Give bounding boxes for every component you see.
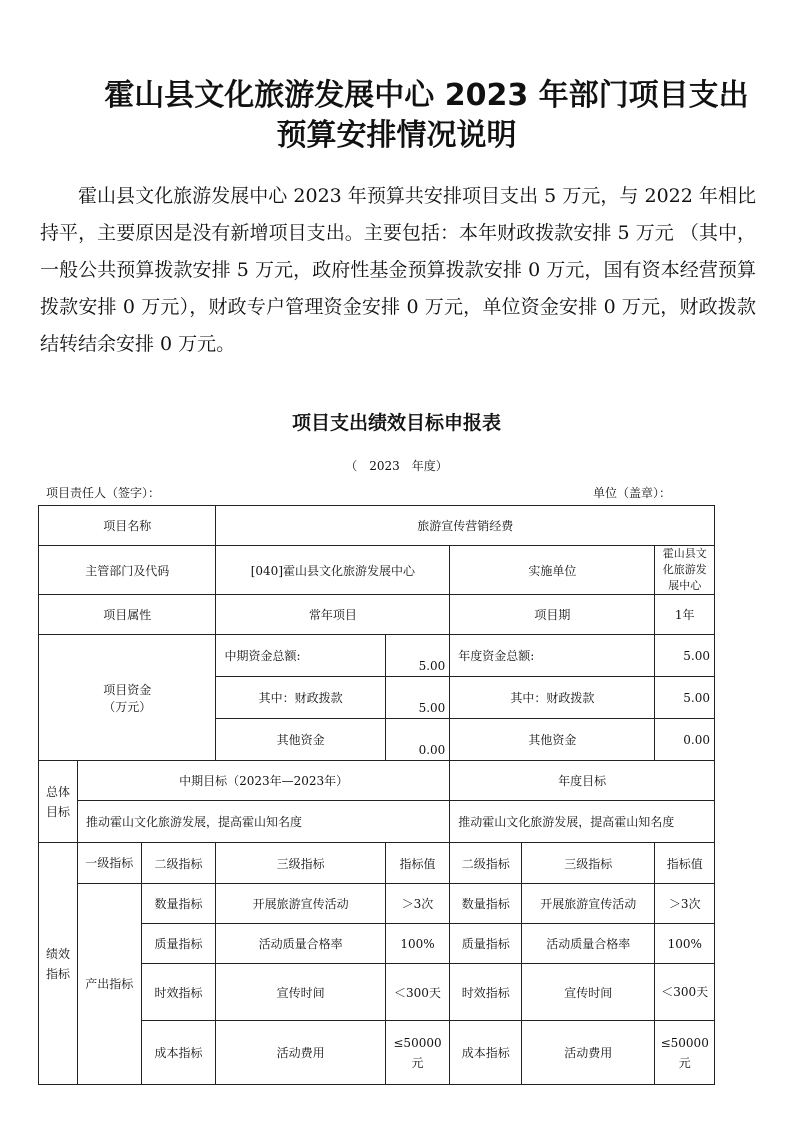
row3-level2-year: 时效指标 — [450, 964, 522, 1021]
responsible-label: 项目责任人（签字）： — [46, 486, 161, 500]
funds-label: 项目资金 — [103, 682, 152, 697]
row2-value-year: 100% — [655, 924, 715, 964]
row2-level2-year: 质量指标 — [450, 924, 522, 964]
mid-total-label: 中期资金总额: — [216, 635, 385, 677]
funds-unit: （万元） — [103, 699, 152, 714]
mid-total-value: 5.00 — [385, 635, 450, 677]
budget-paragraph: 霍山县文化旅游发展中心 2023 年预算共安排项目支出 5 万元，与 2022 年相比持平，主要原因是没有新增项目支出。主要包括：本年财政拨款安排 5 万元 （其中，一般公共预算拨款安排 5 万元，政府性基金预算拨款安排 0 万元，国有资本经营预算拨款安排 0 万元），财政专户管理资金安排 0 万元，单位资金安排 0 万元，财政拨款结转结余安排 0 万元。 — [40, 185, 756, 355]
row1-value: ＞3次 — [385, 884, 450, 924]
row3-level3-year: 宣传时间 — [522, 964, 655, 1021]
row3-value-year: ＜300天 — [655, 964, 715, 1021]
overall-goal-label: 总体目标 — [39, 761, 78, 843]
row4-level2: 成本指标 — [141, 1021, 216, 1085]
header-level2-year: 二级指标 — [450, 843, 522, 884]
row4-level2-year: 成本指标 — [450, 1021, 522, 1085]
dept-label: 主管部门及代码 — [39, 546, 216, 595]
title-line-2: 预算安排情况说明 — [276, 118, 517, 153]
row3-value: ＜300天 — [385, 964, 450, 1021]
mid-fiscal-value: 5.00 — [385, 677, 450, 719]
project-name-value: 旅游宣传营销经费 — [216, 506, 715, 546]
row2-level3: 活动质量合格率 — [216, 924, 385, 964]
mid-other-label: 其他资金 — [216, 719, 385, 761]
funds-label-cell — [39, 635, 216, 761]
row3-level3: 宣传时间 — [216, 964, 385, 1021]
row2-value: 100% — [385, 924, 450, 964]
mid-goal-header: 中期目标（2023年—2023年） — [77, 761, 449, 801]
performance-table — [38, 505, 715, 1085]
row1-level3-year: 开展旅游宣传活动 — [522, 884, 655, 924]
year-total-label: 年度资金总额: — [450, 635, 655, 677]
header-level3: 三级指标 — [216, 843, 385, 884]
header-value: 指标值 — [385, 843, 450, 884]
mid-fiscal-label: 其中：财政拨款 — [216, 677, 385, 719]
year-goal-text: 推动霍山文化旅游发展，提高霍山知名度 — [450, 801, 715, 843]
row1-level3: 开展旅游宣传活动 — [216, 884, 385, 924]
row2-level2: 质量指标 — [141, 924, 216, 964]
mid-goal-text: 推动霍山文化旅游发展，提高霍山知名度 — [77, 801, 449, 843]
year-other-label: 其他资金 — [450, 719, 655, 761]
row1-value-year: ＞3次 — [655, 884, 715, 924]
mid-other-value: 0.00 — [385, 719, 450, 761]
header-level1: 一级指标 — [77, 843, 141, 884]
row2-level3-year: 活动质量合格率 — [522, 924, 655, 964]
period-label: 项目期 — [450, 595, 655, 635]
year-fiscal-value: 5.00 — [655, 677, 715, 719]
impl-label: 实施单位 — [450, 546, 655, 595]
output-indicator-label: 产出指标 — [77, 884, 141, 1085]
year-goal-header: 年度目标 — [450, 761, 715, 801]
year-fiscal-label: 其中：财政拨款 — [450, 677, 655, 719]
year-line: （ 2023 年度） — [345, 459, 448, 473]
row3-level2: 时效指标 — [141, 964, 216, 1021]
row1-level2-year: 数量指标 — [450, 884, 522, 924]
header-level3-year: 三级指标 — [522, 843, 655, 884]
attr-label: 项目属性 — [39, 595, 216, 635]
period-value: 1年 — [655, 595, 715, 635]
row4-level3: 活动费用 — [216, 1021, 385, 1085]
row4-level3-year: 活动费用 — [522, 1021, 655, 1085]
title-line-1: 霍山县文化旅游发展中心 2023 年部门项目支出 — [104, 78, 749, 113]
perf-indicators-label: 绩效指标 — [39, 843, 78, 1085]
attr-value: 常年项目 — [216, 595, 450, 635]
row4-value-year: ≤50000元 — [655, 1021, 715, 1085]
header-value-year: 指标值 — [655, 843, 715, 884]
year-other-value: 0.00 — [655, 719, 715, 761]
year-total-value: 5.00 — [655, 635, 715, 677]
row1-level2: 数量指标 — [141, 884, 216, 924]
page-title — [0, 76, 793, 156]
header-level2: 二级指标 — [141, 843, 216, 884]
table-title: 项目支出绩效目标申报表 — [291, 412, 501, 434]
row4-value: ≤50000元 — [385, 1021, 450, 1085]
impl-value: 霍山县文化旅游发展中心 — [655, 546, 715, 595]
dept-value: [040]霍山县文化旅游发展中心 — [216, 546, 450, 595]
project-name-label: 项目名称 — [39, 506, 216, 546]
unit-stamp-label: 单位（盖章）： — [593, 486, 672, 500]
